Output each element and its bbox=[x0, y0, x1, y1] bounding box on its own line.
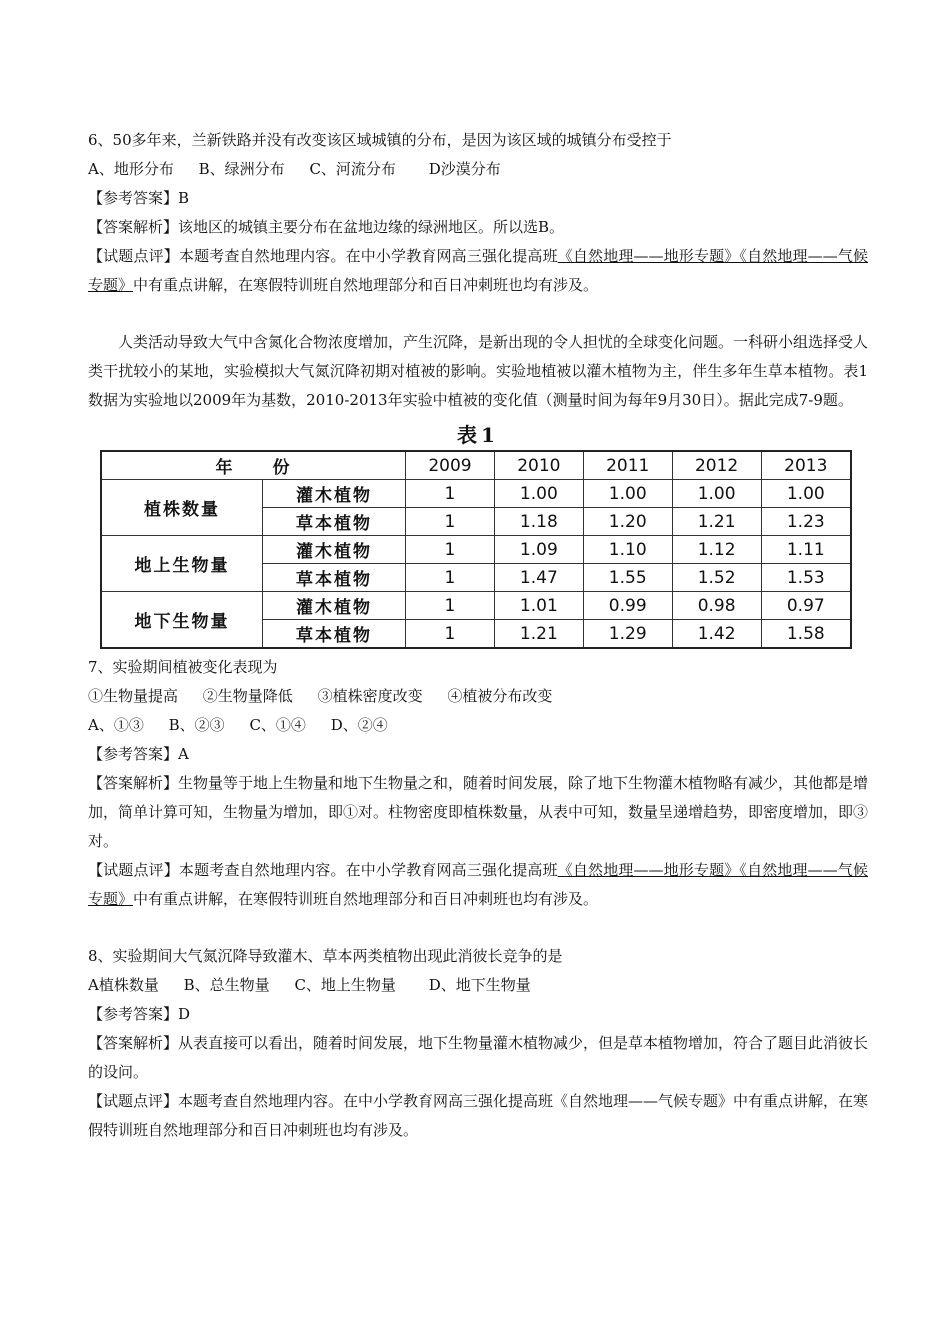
plant-label: 草本植物 bbox=[263, 620, 406, 649]
q7-item-2: ②生物量降低 bbox=[202, 687, 293, 705]
table-cell: 1.58 bbox=[761, 620, 851, 649]
table-cell: 1.00 bbox=[761, 480, 851, 508]
q8-option-c: C、地上生物量 bbox=[294, 976, 396, 994]
q6-comment-suffix: 中有重点讲解，在寒假特训班自然地理部分和百日冲刺班也均有涉及。 bbox=[133, 276, 599, 294]
table-cell: 1 bbox=[406, 536, 495, 564]
q8-answer: 【参考答案】D bbox=[88, 1005, 191, 1023]
table-cell: 1.12 bbox=[672, 536, 761, 564]
group-label: 地下生物量 bbox=[101, 592, 263, 649]
q7-answer: 【参考答案】A bbox=[88, 745, 189, 763]
table-cell: 1.42 bbox=[672, 620, 761, 649]
q7-items bbox=[88, 682, 868, 711]
table-cell: 1.00 bbox=[583, 480, 672, 508]
plant-label: 草本植物 bbox=[263, 508, 406, 536]
q7-comment-prefix: 【试题点评】本题考查自然地理内容。在中小学教育网高三强化提高班 bbox=[88, 861, 558, 879]
q6-comment-prefix: 【试题点评】本题考查自然地理内容。在中小学教育网高三强化提高班 bbox=[88, 247, 558, 265]
q8-analysis: 【答案解析】从表直接可以看出，随着时间发展，地下生物量灌木植物减少，但是草本植物增加，符合了题目此消彼长的设问。 bbox=[88, 1034, 869, 1081]
group-label: 地上生物量 bbox=[101, 536, 263, 592]
header-year: 2012 bbox=[672, 451, 761, 480]
q6-comment bbox=[88, 242, 868, 300]
table-cell: 1.10 bbox=[583, 536, 672, 564]
table-cell: 1.21 bbox=[672, 508, 761, 536]
table-title: 表1 bbox=[457, 423, 499, 447]
q6-analysis: 【答案解析】该地区的城镇主要分布在盆地边缘的绿洲地区。所以选B。 bbox=[88, 218, 565, 236]
q7-item-3: ③植株密度改变 bbox=[317, 687, 423, 705]
table-row bbox=[101, 592, 851, 620]
q7-item-4: ④植被分布改变 bbox=[447, 687, 553, 705]
q7-comment-link[interactable]: 《自然地理——地形专题》《自然地理——气候专题》 bbox=[88, 861, 868, 908]
table-cell: 1.47 bbox=[494, 564, 583, 592]
q7-question: 7、实验期间植被变化表现为 bbox=[88, 658, 278, 676]
table-cell: 1 bbox=[406, 620, 495, 649]
q8-option-a: A植株数量 bbox=[88, 976, 159, 994]
table-cell: 1 bbox=[406, 480, 495, 508]
q6-option-d: D沙漠分布 bbox=[428, 160, 501, 178]
plant-label: 草本植物 bbox=[263, 564, 406, 592]
q8-comment: 【试题点评】本题考查自然地理内容。在中小学教育网高三强化提高班《自然地理——气候专题》中有重点讲解，在寒假特训班自然地理部分和百日冲刺班也均有涉及。 bbox=[88, 1092, 869, 1139]
table-cell: 0.98 bbox=[672, 592, 761, 620]
q6-answer: 【参考答案】B bbox=[88, 189, 190, 207]
q6-option-c: C、河流分布 bbox=[309, 160, 396, 178]
table-row bbox=[101, 480, 851, 508]
table-cell: 1.23 bbox=[761, 508, 851, 536]
q7-option-d: D、②④ bbox=[330, 716, 388, 734]
q7-option-b: B、②③ bbox=[168, 716, 225, 734]
q6-option-a: A、地形分布 bbox=[88, 160, 174, 178]
header-year: 2010 bbox=[494, 451, 583, 480]
plant-label: 灌木植物 bbox=[263, 592, 406, 620]
header-year: 2013 bbox=[761, 451, 851, 480]
table-cell: 0.99 bbox=[583, 592, 672, 620]
q6-option-b: B、绿洲分布 bbox=[198, 160, 285, 178]
data-table bbox=[100, 450, 852, 649]
table-cell: 1.00 bbox=[494, 480, 583, 508]
table-cell: 1.21 bbox=[494, 620, 583, 649]
passage: 人类活动导致大气中含氮化合物浓度增加，产生沉降，是新出现的令人担忧的全球变化问题。一科研小组选择受人类干扰较小的某地，实验模拟大气氮沉降初期对植被的影响。实验地植被以灌木植物为主，伴生多年生草本植物。表1数据为实验地以2009年为基数，2010-2013年实验中植被的变化值（测量时间为每年9月30日）。据此完成7-9题。 bbox=[88, 333, 869, 409]
table-cell: 1.09 bbox=[494, 536, 583, 564]
header-year: 2011 bbox=[583, 451, 672, 480]
table-cell: 1.20 bbox=[583, 508, 672, 536]
q8-option-d: D、地下生物量 bbox=[428, 976, 531, 994]
q7-analysis: 【答案解析】生物量等于地上生物量和地下生物量之和，随着时间发展，除了地下生物灌木植物略有减少，其他都是增加，简单计算可知，生物量为增加，即①对。柱物密度即植株数量，从表中可知，数量呈递增趋势，即密度增加，即③对。 bbox=[88, 774, 869, 850]
plant-label: 灌木植物 bbox=[263, 536, 406, 564]
table-cell: 0.97 bbox=[761, 592, 851, 620]
header-year-label: 年 份 bbox=[101, 451, 406, 480]
table-cell: 1.53 bbox=[761, 564, 851, 592]
q8-option-b: B、总生物量 bbox=[183, 976, 270, 994]
q6-comment-link[interactable]: 《自然地理——地形专题》《自然地理——气候专题》 bbox=[88, 247, 868, 294]
table-cell: 1 bbox=[406, 564, 495, 592]
q7-option-a: A、①③ bbox=[88, 716, 144, 734]
table-cell: 1.11 bbox=[761, 536, 851, 564]
q8-question: 8、实验期间大气氮沉降导致灌木、草本两类植物出现此消彼长竞争的是 bbox=[88, 947, 563, 965]
q8-options bbox=[88, 971, 868, 1000]
q7-comment bbox=[88, 856, 868, 914]
q7-options bbox=[88, 711, 868, 740]
q7-comment-suffix: 中有重点讲解，在寒假特训班自然地理部分和百日冲刺班也均有涉及。 bbox=[133, 890, 599, 908]
q7-option-c: C、①④ bbox=[249, 716, 306, 734]
document-page bbox=[88, 126, 868, 1145]
q6-options bbox=[88, 155, 868, 184]
table-cell: 1.18 bbox=[494, 508, 583, 536]
table-cell: 1.52 bbox=[672, 564, 761, 592]
q6-question: 6、50多年来，兰新铁路并没有改变该区域城镇的分布，是因为该区域的城镇分布受控于 bbox=[88, 131, 672, 149]
table-cell: 1 bbox=[406, 592, 495, 620]
table-cell: 1.55 bbox=[583, 564, 672, 592]
group-label: 植株数量 bbox=[101, 480, 263, 536]
table-cell: 1 bbox=[406, 508, 495, 536]
table-cell: 1.29 bbox=[583, 620, 672, 649]
header-year: 2009 bbox=[406, 451, 495, 480]
table-row bbox=[101, 536, 851, 564]
table-cell: 1.00 bbox=[672, 480, 761, 508]
table-cell: 1.01 bbox=[494, 592, 583, 620]
q7-item-1: ①生物量提高 bbox=[88, 687, 179, 705]
table-header-row bbox=[101, 451, 851, 480]
plant-label: 灌木植物 bbox=[263, 480, 406, 508]
